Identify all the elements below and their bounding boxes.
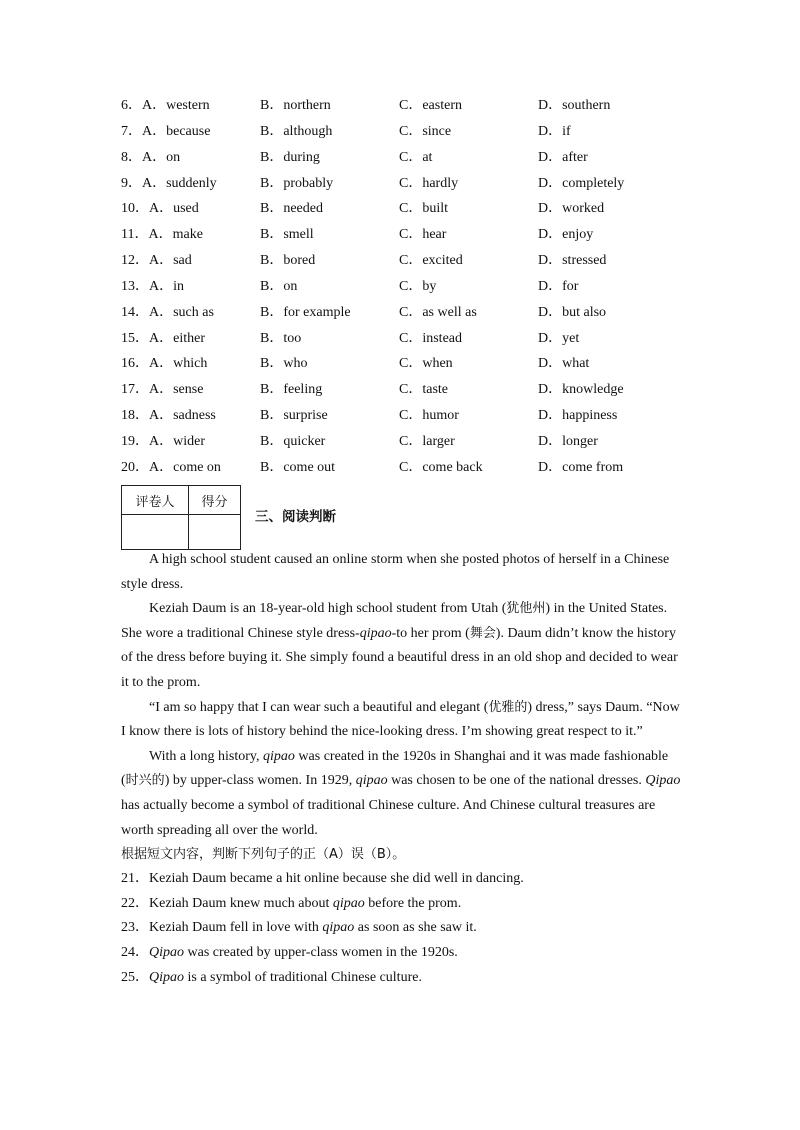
multiple-choice-options <box>121 96 681 484</box>
option-b: B．needed <box>260 201 323 217</box>
option-d: D．what <box>538 356 590 372</box>
choice-row <box>121 225 681 251</box>
option-a: 9．A．suddenly <box>121 175 217 191</box>
option-b: B．surprise <box>260 408 328 424</box>
option-c: C．larger <box>399 433 455 449</box>
option-b: B．who <box>260 356 308 372</box>
choice-row <box>121 380 681 406</box>
option-b: B．northern <box>260 98 331 113</box>
option-c: C．hardly <box>399 175 459 191</box>
option-d: D．worked <box>538 201 605 217</box>
paragraph-2: Keziah Daum is an 18-year-old high school student from Utah (犹他州) in the United States. She wore a traditional Chinese style dress-qipao-to her prom (舞会). Daum didn’t know the history of the dress before buying it. She simply found a beautiful dress in an old shop and decided to wear it to the prom. <box>121 601 678 690</box>
section-title: 三、阅读判断 <box>255 509 336 525</box>
grader-cell <box>122 515 189 550</box>
option-a: 13．A．in <box>121 278 184 294</box>
option-a: 17．A．sense <box>121 382 204 398</box>
option-c: C．since <box>399 123 452 139</box>
option-c: C．at <box>399 149 433 165</box>
score-cell <box>189 515 241 550</box>
question-25: 25．Qipao is a symbol of traditional Chinese culture. <box>121 969 422 985</box>
score-header: 得分 <box>189 486 241 515</box>
choice-row <box>121 406 681 432</box>
option-d: D．southern <box>538 98 611 113</box>
paragraph-3: “I am so happy that I can wear such a beautiful and elegant (优雅的) dress,” says Daum. “Now I know there is lots of history behind the nice-looking dress. I’m showing great respect to it.” <box>121 699 680 740</box>
option-a: 11．A．make <box>121 227 203 243</box>
choice-row <box>121 148 681 174</box>
option-a: 14．A．such as <box>121 304 214 320</box>
paragraph-1: A high school student caused an online storm when she posted photos of herself in a Chinese style dress. <box>121 552 670 592</box>
option-b: B．on <box>260 278 298 294</box>
option-c: C．built <box>399 201 449 217</box>
option-b: B．smell <box>260 227 314 243</box>
choice-row <box>121 251 681 277</box>
option-b: B．probably <box>260 175 334 191</box>
option-b: B．too <box>260 330 302 346</box>
option-d: D．after <box>538 149 588 165</box>
paragraph-4: With a long history, qipao was created in the 1920s in Shanghai and it was made fashionable (时兴的) by upper-class women. In 1929, qipao was chosen to be one of the national dresses. Qipao has actually become a symbol of traditional Chinese culture. And Chinese cultural treasures are worth spreading all over the world. <box>121 748 681 838</box>
instruction: 根据短文内容，判断下列句子的正（A）误（B）。 <box>121 847 406 863</box>
option-d: D．for <box>538 278 579 294</box>
option-b: B．come out <box>260 459 336 475</box>
question-23: 23．Keziah Daum fell in love with qipao as soon as she saw it. <box>121 920 477 936</box>
option-d: D．longer <box>538 433 598 449</box>
option-c: C．hear <box>399 227 447 243</box>
option-a: 7．A．because <box>121 123 211 139</box>
question-22: 22．Keziah Daum knew much about qipao before the prom. <box>121 895 462 911</box>
question-24: 24．Qipao was created by upper-class women in the 1920s. <box>121 944 458 960</box>
option-c: C．excited <box>399 253 463 269</box>
option-b: B．during <box>260 149 320 165</box>
option-a: 12．A．sad <box>121 253 192 269</box>
option-a: 18．A．sadness <box>121 408 216 424</box>
option-a: 6．A．western <box>121 98 210 113</box>
option-c: C．as well as <box>399 304 477 320</box>
option-a: 16．A．which <box>121 356 208 372</box>
choice-row <box>121 329 681 355</box>
question-21: 21．Keziah Daum became a hit online because she did well in dancing. <box>121 871 524 887</box>
option-b: B．for example <box>260 304 351 320</box>
score-table <box>121 485 241 550</box>
choice-row <box>121 122 681 148</box>
option-d: D．completely <box>538 175 625 191</box>
option-c: C．taste <box>399 382 448 398</box>
choice-row <box>121 277 681 303</box>
choice-row <box>121 303 681 329</box>
choice-row <box>121 199 681 225</box>
choice-row <box>121 458 681 484</box>
option-a: 8．A．on <box>121 149 181 165</box>
option-a: 15．A．either <box>121 330 205 346</box>
reading-passage <box>121 548 681 990</box>
option-b: B．although <box>260 123 333 139</box>
option-d: D．come from <box>538 459 624 475</box>
option-b: B．feeling <box>260 382 323 398</box>
option-c: C．by <box>399 278 437 294</box>
option-d: D．stressed <box>538 253 607 269</box>
option-d: D．happiness <box>538 408 618 424</box>
choice-row <box>121 96 681 122</box>
choice-row <box>121 354 681 380</box>
option-d: D．yet <box>538 330 580 346</box>
option-d: D．but also <box>538 304 607 320</box>
option-c: C．humor <box>399 408 459 424</box>
option-c: C．when <box>399 356 453 372</box>
grader-header: 评卷人 <box>122 486 189 515</box>
choice-row <box>121 432 681 458</box>
option-b: B．quicker <box>260 433 326 449</box>
option-d: D．knowledge <box>538 382 624 398</box>
option-c: C．eastern <box>399 98 462 113</box>
choice-row <box>121 174 681 200</box>
option-b: B．bored <box>260 253 316 269</box>
option-c: C．come back <box>399 459 483 475</box>
option-c: C．instead <box>399 330 462 346</box>
option-a: 10．A．used <box>121 201 199 217</box>
option-d: D．if <box>538 123 571 139</box>
option-a: 19．A．wider <box>121 433 205 449</box>
option-a: 20．A．come on <box>121 459 221 475</box>
option-d: D．enjoy <box>538 227 594 243</box>
